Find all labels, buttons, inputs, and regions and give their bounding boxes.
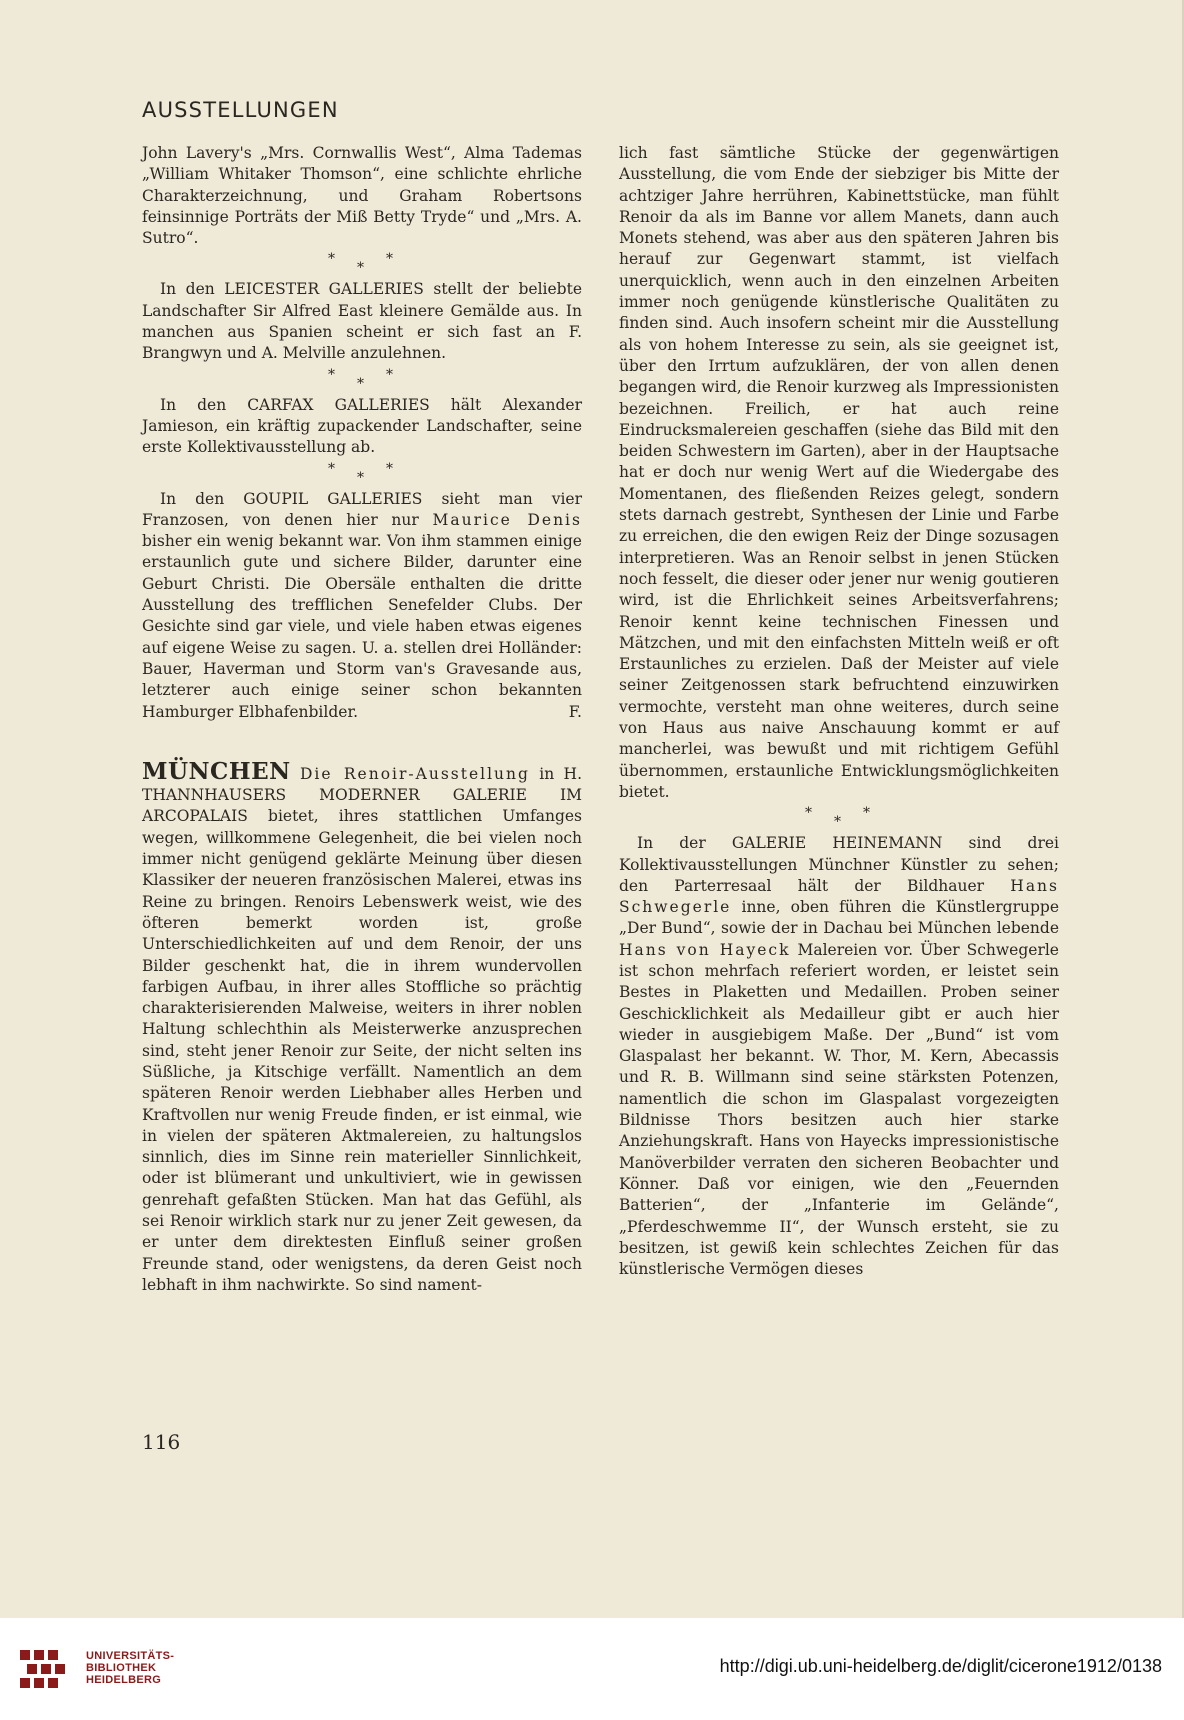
permalink-url[interactable]: http://digi.ub.uni-heidelberg.de/diglit/cicerone1912/0138 (719, 1656, 1162, 1676)
digitization-footer (0, 1618, 1184, 1720)
institution-name (86, 1650, 174, 1686)
artist-name-schwegerle: Hans Schwegerle (619, 876, 1059, 917)
paragraph-renoir-continued: lich fast sämtliche Stücke der gegenwärtigen Ausstellung, die vom Ende der siebziger bis Mitte der achtziger Jahre herrühren, Kabinettstücke, man fühlt Renoir da als im Banne vor allem Manets, dann auch Monets stehend, was aber aus den späteren Jahren bis herauf zur Gegenwart stammt, ist vielfach unerquicklich, wenn auch in den einzelnen Arbeiten immer noch genügende künstlerische Qualitäten zu finden sind. Auch insofern scheint mir die Ausstellung als von hohem Interesse zu sein, als sie geeignet ist, über den Irrtum aufzuklären, der von allen denen begangen wird, die Renoir kurzweg als Impressionisten bezeichnen. Freilich, er hat auch reine Eindrucksmalereien geschaffen (siehe das Bild mit den beiden Schwestern im Garten), aber in der Hauptsache hat er doch nur wenig Wert auf die Wiedergabe des Momentanen, des fließenden Reizes gelegt, sondern stets darnach gestrebt, Synthesen der Linie und Farbe zu erreichen, die den ewigen Reiz der Dinge sozusagen interpretieren. Was an Renoir selbst in jenen Stücken noch fesselt, die dieser oder jener nur wenig goutieren wird, ist die Ehrlichkeit seines Arbeitsverfahrens; Renoir kennt keine technischen Finessen und Mätzchen, und mit den einfachsten Mitteln weiß er oft Erstaunliches zu erzielen. Daß der Meister auf viele seiner Zeitgenossen stark befruchtend einzuwirken vermochte, versteht man ohne weiteres, durch seine von Haus aus naive Anschauung kommt er auf mancherlei, was bewußt und mit richtigem Gefühl übernommen, erstaunliche Entwicklungsmöglichkeiten bietet. (619, 144, 1059, 801)
paragraph-galerie-heinemann (619, 833, 1059, 1280)
renoir-exhibition-title: Die Renoir-Ausstellung (299, 764, 530, 783)
section-separator: * * * (805, 805, 870, 831)
paragraph-london-portraits: John Lavery's „Mrs. Cornwallis West“, Alma Tademas „William Whitaker Thomson“, eine schlichte ehrliche Charakterzeichnung, und Graham Robertsons feinsinnige Porträts der Miß Betty Tryde“ und „Mrs. A. Sutro“. (142, 144, 582, 248)
right-column (619, 143, 1059, 1280)
author-signature: F. (568, 702, 582, 721)
heinemann-text-b: inne, oben führen die Künstlergruppe „Der Bund“, sowie der in Dachau bei München lebende (619, 898, 1059, 938)
paragraph-goupil-galleries (142, 489, 582, 723)
section-separator: * * * (328, 251, 393, 277)
goupil-text-pre: In den GOUPIL GALLERIES sieht man vier Franzosen, von denen hier nur (142, 489, 582, 529)
institution-line: UNIVERSITÄTS- (86, 1650, 175, 1662)
paragraph-munich-renoir (142, 757, 582, 1296)
institution-line: HEIDELBERG (86, 1674, 162, 1686)
heinemann-text-c: Malereien vor. Über Schwegerle ist schon mehrfach referiert worden, er leistet sein Bestes in Plaketten und Medaillen. Proben seiner Geschicklichkeit als Medailleur gibt er auch hier wieder in ausgiebigem Maße. Der „Bund“ ist vom Glaspalast her bekannt. W. Thor, M. Kern, Abecassis und R. B. Willmann sind seine stärksten Potenzen, namentlich die schon im Glaspalast vorgezeigten Bildnisse Thors besitzen auch hier starke Anziehungskraft. Hans von Hayecks impressionistische Manöverbilder verraten den sicheren Beobachter und Könner. Daß vor einigen, wie den „Feuernden Batterien“, der „Infanterie im Gelände“, „Pferdeschwemme II“, der Wunsch ersteht, sie zu besitzen, ist gewiß kein schlechtes Zeichen für das künstlerische Vermögen dieses (619, 940, 1059, 1279)
running-title: AUSSTELLUNGEN (142, 98, 339, 122)
city-heading-munich: MÜNCHEN (142, 757, 291, 785)
section-separator: * * * (328, 366, 393, 392)
paragraph-carfax-galleries: In den CARFAX GALLERIES hält Alexander Jamieson, ein kräftig zupackender Landschafter, seine erste Kollektivausstellung ab. (142, 395, 582, 457)
university-library-logo-icon (18, 1646, 74, 1696)
artist-name-hayeck: Hans von Hayeck (619, 940, 791, 959)
renoir-text: in H. THANNHAUSERS MODERNER GALERIE IM ARCOPALAIS bietet, ihres stattlichen Umfanges wegen, willkommene Gelegenheit, die bei vielen noch immer nicht genügend geklärte Meinung über diesen Klassiker der neueren französischen Malerei, etwas ins Reine zu bringen. Renoirs Lebenswerk weist, wie des öfteren bemerkt worden ist, große Unterschiedlichkeiten auf und dem Renoir, der uns Bilder geschenkt hat, die in ihrem wundervollen farbigen Aufbau, in ihrer alles Stoffliche so prächtig charakterisierenden Malweise, weiters in ihrer noblen Haltung schlechthin als Meisterwerke anzusprechen sind, steht jener Renoir zur Seite, der nicht selten ins Süßliche, ja Kitschige verfällt. Namentlich an dem späteren Renoir werden Liebhaber alles Herben und Kraftvollen nur wenig Freude finden, er ist einmal, wie in vielen der späteren Aktmalereien, zu haltungslos sinnlich, dies im Sinne rein materieller Sinnlichkeit, oder ist blümerant und unkultiviert, wie in gewissen genrehaft gefaßten Stücken. Man hat das Gefühl, als sei Renoir wirklich stark nur zu jener Zeit gewesen, da er unter dem direktesten Einfluß seiner großen Freunde stand, oder wenigstens, da deren Geist noch lebhaft in ihm nachwirkte. So sind nament- (142, 764, 582, 1294)
artist-name-denis: Maurice Denis (432, 510, 582, 529)
section-separator: * * * (328, 460, 393, 486)
page-number: 116 (142, 1430, 181, 1454)
goupil-text-post: bisher ein wenig bekannt war. Von ihm stammen einige erstaunlich gute und sichere Bilder, darunter eine Geburt Christi. Die Obersäle enthalten die dritte Ausstellung des trefflichen Senefelder Clubs. Der Gesichte sind gar viele, und viele haben etwas eigenes auf eigene Weise zu sagen. U. a. stellen drei Holländer: Bauer, Haverman und Storm van's Gravesande aus, letzterer auch einige seiner schon bekannten Hamburger Elbhafenbilder. (142, 532, 582, 721)
institution-line: BIBLIOTHEK (86, 1662, 157, 1674)
left-column (142, 143, 582, 1296)
paragraph-leicester-galleries: In den LEICESTER GALLERIES stellt der beliebte Landschafter Sir Alfred East kleinere Gemälde aus. In manchen aus Spanien scheint er sich fast an F. Brangwyn und A. Melville anzulehnen. (142, 280, 582, 363)
heinemann-text-a: In der GALERIE HEINEMANN sind drei Kollektivausstellungen Münchner Künstler zu sehen; den Parterresaal hält der Bildhauer (619, 834, 1059, 895)
